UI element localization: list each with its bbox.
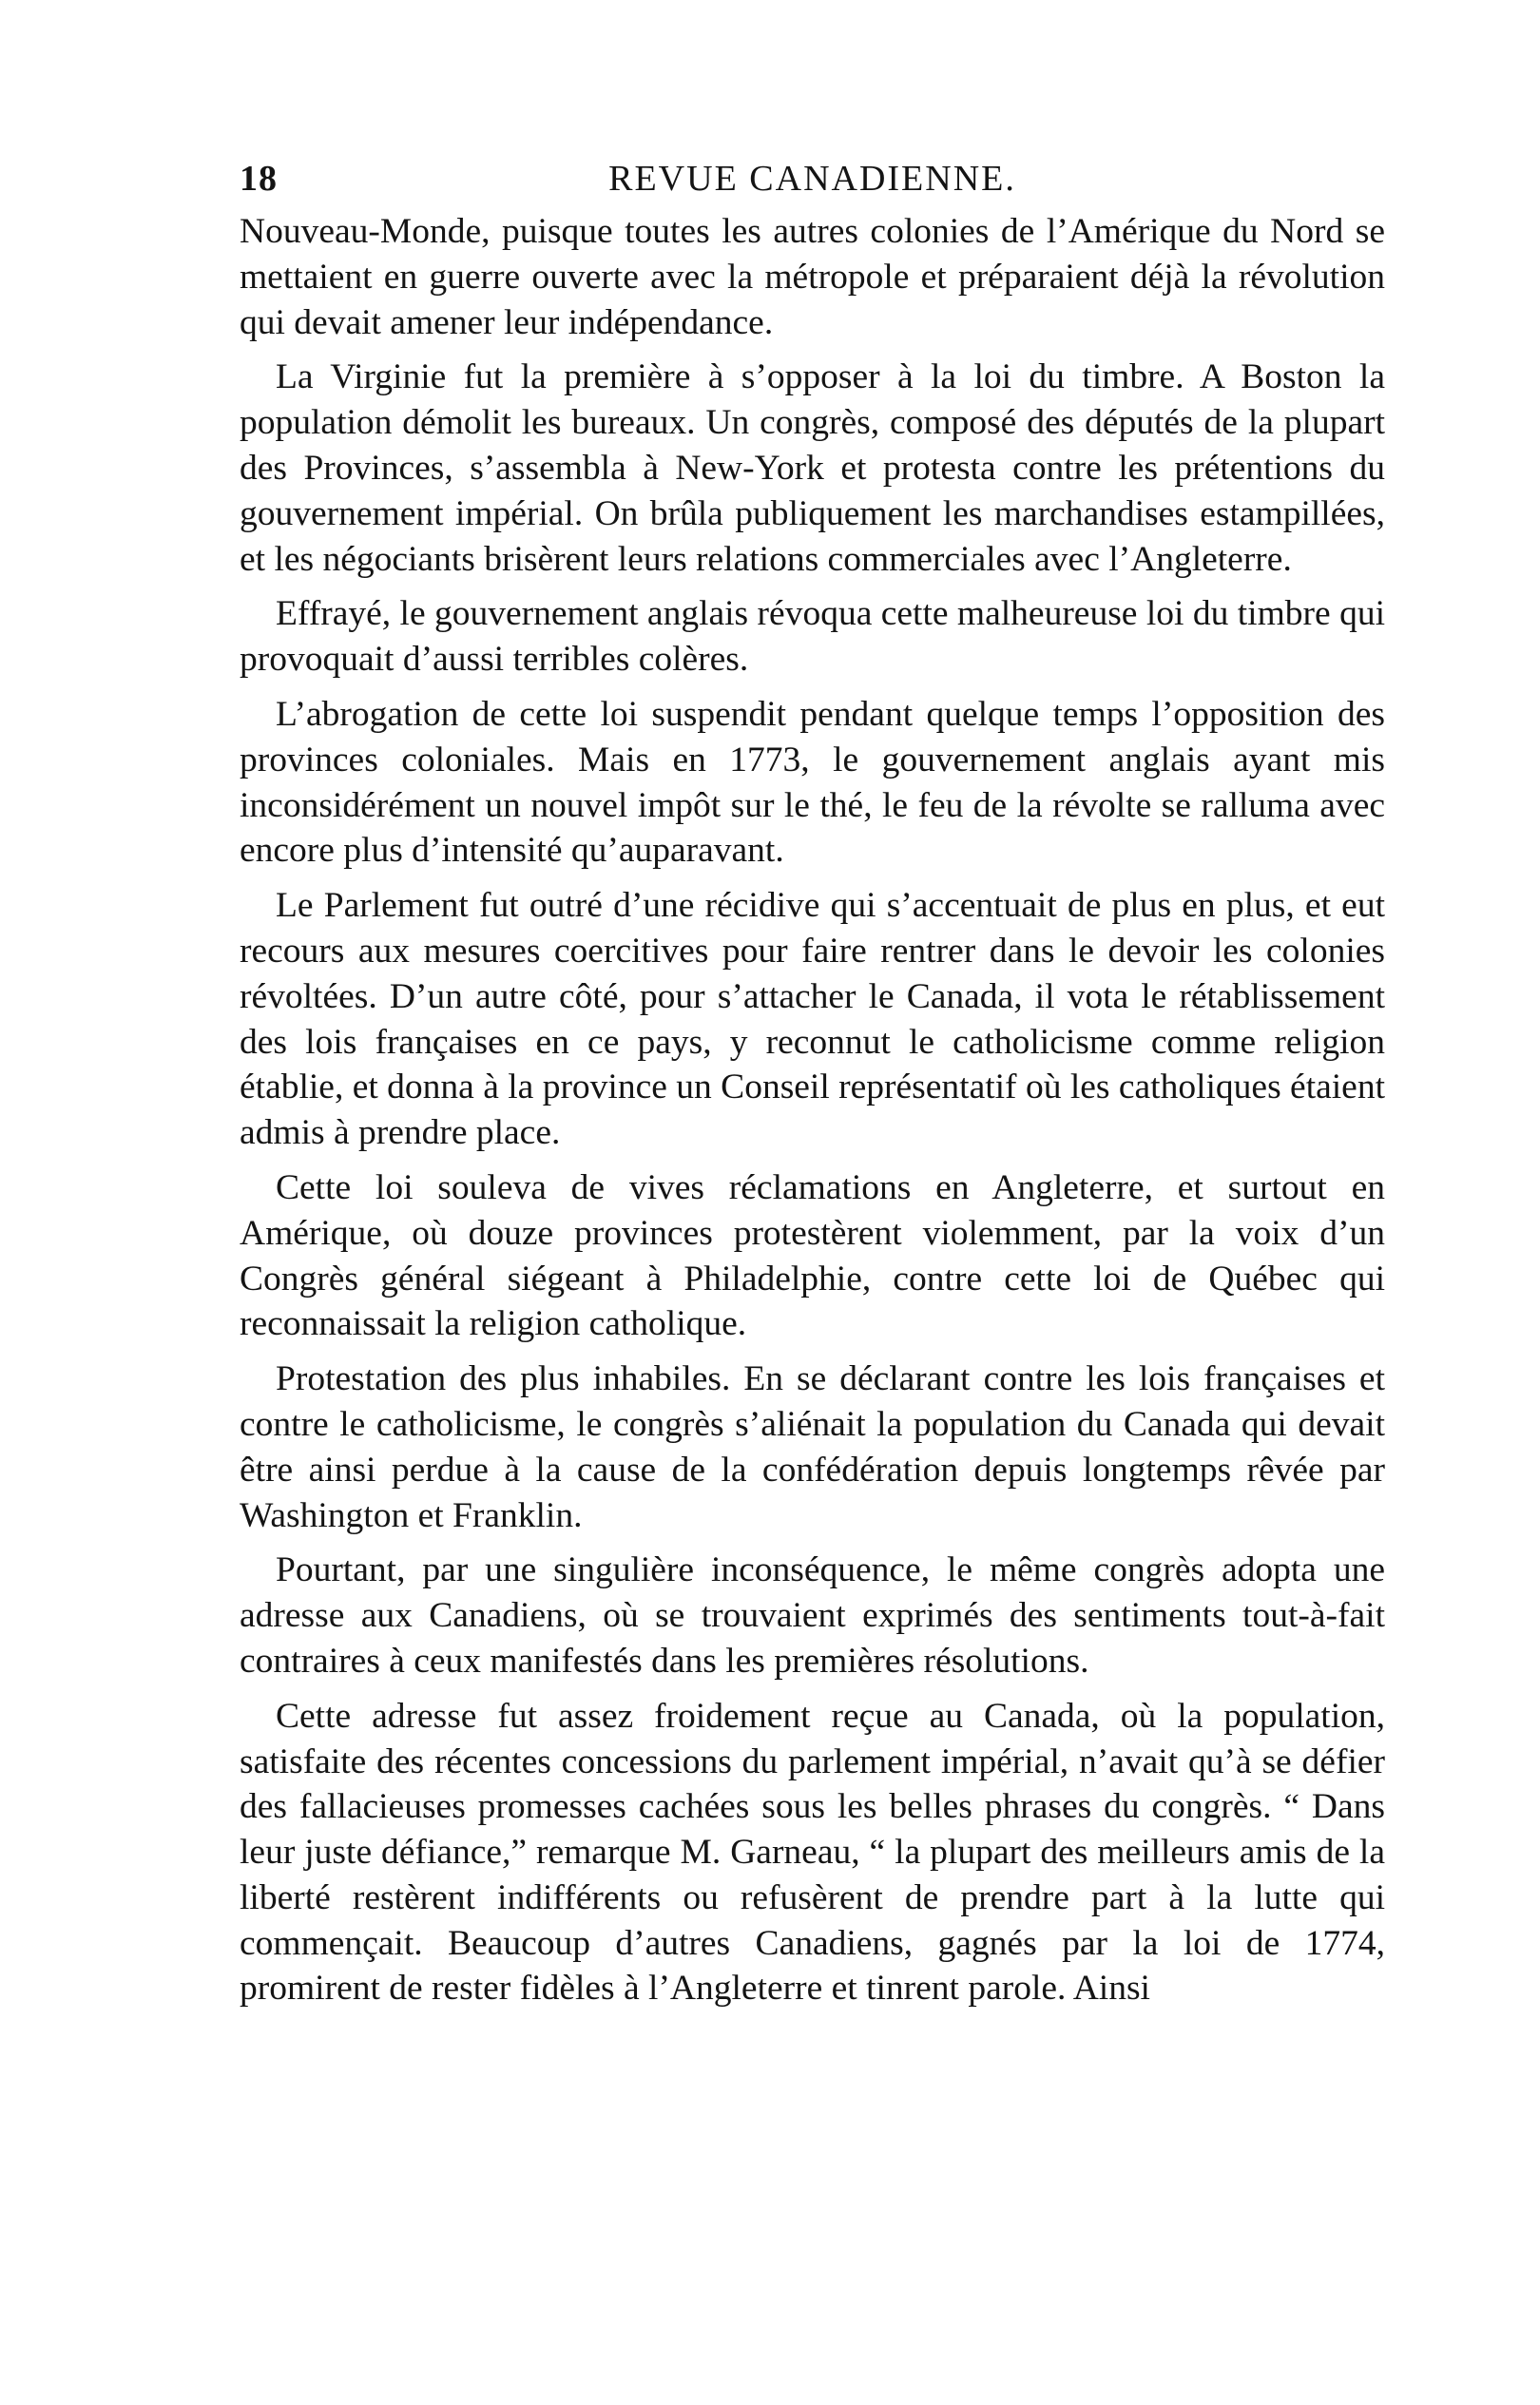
paragraph-1: Nouveau-Monde, puisque toutes les autres colonies de l’Amérique du Nord se mettaient en guerre ouverte avec la métropole et préparaient déjà la révolution qui devait amener leur indépendance. — [240, 212, 1385, 342]
paragraph-4: L’abrogation de cette loi suspendit pendant quelque temps l’opposition des provinces coloniales. Mais en 1773, le gouvernement anglais ayant mis inconsidérément un nouvel impôt sur le thé, le feu de la révolte se ralluma avec encore plus d’intensité qu’auparavant. — [240, 694, 1385, 871]
page-number: 18 — [240, 159, 278, 199]
paragraph-7: Protestation des plus inhabiles. En se déclarant contre les lois françaises et contre le catholicisme, le congrès s’aliénait la population du Canada qui devait être ainsi perdue à la cause de la confédération depuis longtemps rêvée par Washington et Franklin. — [240, 1359, 1385, 1535]
body-text — [240, 209, 1385, 2011]
paragraph-3: Effrayé, le gouvernement anglais révoqua cette malheureuse loi du timbre qui provoquait d’aussi terribles colères. — [240, 594, 1385, 680]
paragraph-9: Cette adresse fut assez froidement reçue au Canada, où la population, satisfaite des récentes concessions du parlement impérial, n’avait qu’à se défier des fallacieuses promesses cachées sous les belles phrases du congrès. “ Dans leur juste défiance,” remarque M. Garneau, “ la plupart des meilleurs amis de la liberté restèrent indifférents ou refusèrent de prendre part à la lutte qui commençait. Beaucoup d’autres Canadiens, gagnés par la loi de 1774, promirent de rester fidèles à l’Angleterre et tinrent parole. Ainsi — [240, 1696, 1385, 2009]
paragraph-6: Cette loi souleva de vives réclamations en Angleterre, et surtout en Amérique, où douze provinces protestèrent violemment, par la voix d’un Congrès général siégeant à Philadelphie, contre cette loi de Québec qui reconnaissait la religion catholique. — [240, 1167, 1385, 1344]
paragraph-8: Pourtant, par une singulière inconséquence, le même congrès adopta une adresse aux Canadiens, où se trouvaient exprimés des sentiments tout-à-fait contraires à ceux manifestés dans les premières résolutions. — [240, 1550, 1385, 1681]
running-title: REVUE CANADIENNE. — [608, 159, 1016, 199]
page-header — [240, 152, 1385, 209]
book-page — [240, 152, 1385, 2021]
paragraph-2: La Virginie fut la première à s’opposer à la loi du timbre. A Boston la population démolit les bureaux. Un congrès, composé des députés de la plupart des Provinces, s’assembla à New-York et protesta contre les prétentions du gouvernement impérial. On brûla publiquement les marchandises estampillées, et les négociants brisèrent leurs relations commerciales avec l’Angleterre. — [240, 357, 1385, 579]
paragraph-5: Le Parlement fut outré d’une récidive qui s’accentuait de plus en plus, et eut recours aux mesures coercitives pour faire rentrer dans le devoir les colonies révoltées. D’un autre côté, pour s’attacher le Canada, il vota le rétablissement des lois françaises en ce pays, y reconnut le catholicisme comme religion établie, et donna à la province un Conseil représentatif où les catholiques étaient admis à prendre place. — [240, 886, 1385, 1153]
